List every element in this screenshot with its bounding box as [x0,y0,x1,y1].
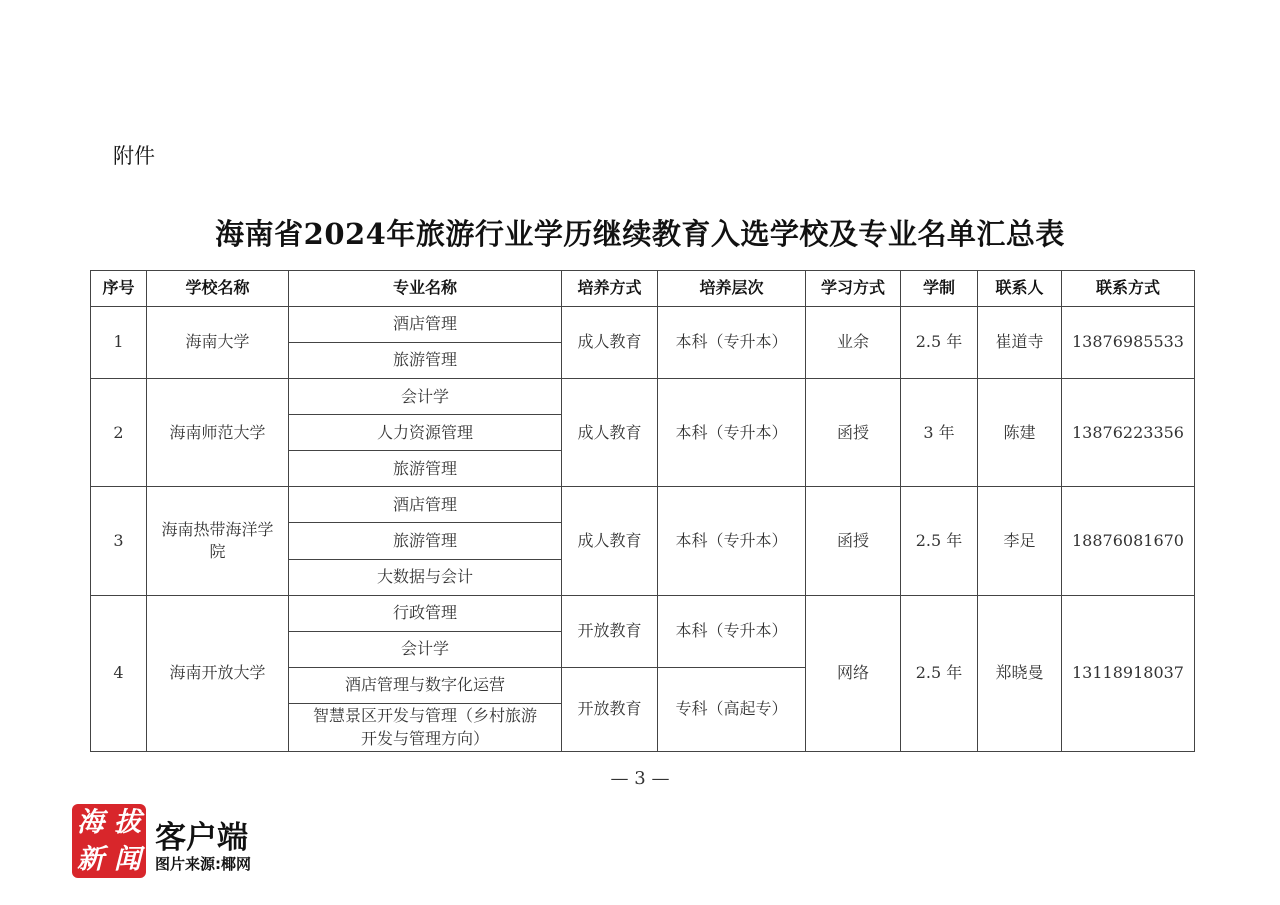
major-name: 旅游管理 [289,343,562,379]
study-mode: 函授 [806,487,901,595]
study-mode: 函授 [806,379,901,487]
contact-person: 陈建 [978,379,1062,487]
table-row [91,307,1195,343]
header-cell: 联系方式 [1062,271,1195,307]
major-name: 大数据与会计 [289,559,562,595]
table-row [91,595,1195,631]
client-label: 客户端 [155,820,248,856]
major-name: 旅游管理 [289,523,562,559]
contact-person: 李足 [978,487,1062,595]
training-mode: 成人教育 [562,379,658,487]
program-length: 2.5 年 [901,487,978,595]
image-source: 图片来源:椰网 [155,855,251,873]
study-mode: 网络 [806,595,901,751]
program-length: 2.5 年 [901,307,978,379]
logo-char: 闻 [114,844,141,875]
header-cell: 联系人 [978,271,1062,307]
school-name: 海南开放大学 [147,595,289,751]
header-cell: 学制 [901,271,978,307]
major-name-text: 智慧景区开发与管理（乡村旅游开发与管理方向） [312,706,537,749]
contact-person: 郑晓曼 [978,595,1062,751]
news-logo-icon [72,804,146,878]
training-level: 本科（专升本） [658,487,806,595]
school-name: 海南师范大学 [147,379,289,487]
program-length: 2.5 年 [901,595,978,751]
header-cell: 专业名称 [289,271,562,307]
major-name: 酒店管理与数字化运营 [289,667,562,703]
table-row [91,487,1195,523]
program-length: 3 年 [901,379,978,487]
training-level: 本科（专升本） [658,595,806,667]
contact-phone: 18876081670 [1062,487,1195,595]
school-name-text: 海南热带海洋学院 [161,519,274,561]
major-name: 酒店管理 [289,307,562,343]
row-number: 1 [91,307,147,379]
major-name: 行政管理 [289,595,562,631]
header-cell: 培养层次 [658,271,806,307]
major-name: 会计学 [289,379,562,415]
summary-table [90,270,1195,752]
row-number: 4 [91,595,147,751]
row-number: 2 [91,379,147,487]
major-name [289,703,562,751]
training-level: 本科（专升本） [658,307,806,379]
table-header-row [91,271,1195,307]
page-number: — 3 — [610,768,670,789]
study-mode: 业余 [806,307,901,379]
attachment-label: 附件 [113,144,155,168]
training-level: 专科（高起专） [658,667,806,751]
document-title: 海南省2024年旅游行业学历继续教育入选学校及专业名单汇总表 [215,217,1065,251]
logo-char: 新 [77,844,104,875]
contact-person: 崔道寺 [978,307,1062,379]
row-number: 3 [91,487,147,595]
major-name: 人力资源管理 [289,415,562,451]
contact-phone: 13876985533 [1062,307,1195,379]
major-name: 会计学 [289,631,562,667]
table-row [91,379,1195,415]
logo-char: 海 [77,807,104,838]
header-cell: 培养方式 [562,271,658,307]
training-mode: 开放教育 [562,595,658,667]
major-name: 旅游管理 [289,451,562,487]
school-name: 海南大学 [147,307,289,379]
training-mode: 成人教育 [562,487,658,595]
training-mode: 开放教育 [562,667,658,751]
header-cell: 序号 [91,271,147,307]
header-cell: 学习方式 [806,271,901,307]
contact-phone: 13118918037 [1062,595,1195,751]
major-name: 酒店管理 [289,487,562,523]
logo-char: 拔 [114,807,141,838]
school-name [147,487,289,595]
training-mode: 成人教育 [562,307,658,379]
header-cell: 学校名称 [147,271,289,307]
training-level: 本科（专升本） [658,379,806,487]
contact-phone: 13876223356 [1062,379,1195,487]
